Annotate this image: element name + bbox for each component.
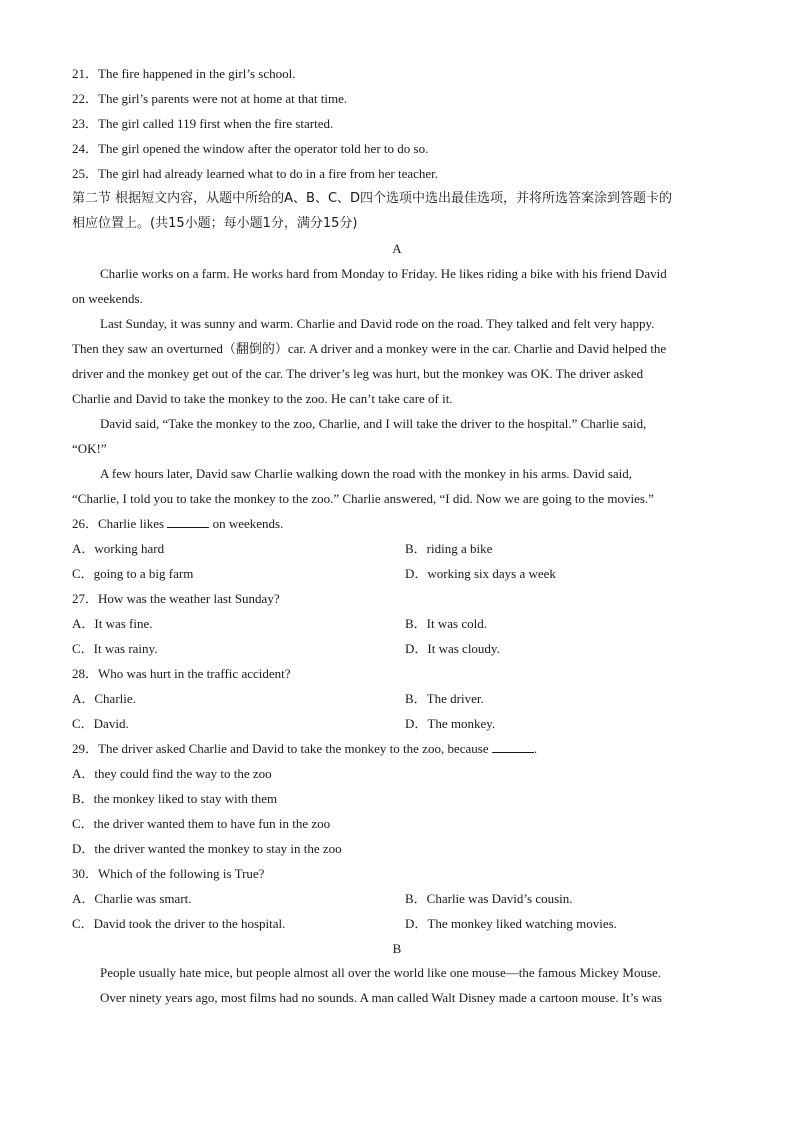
question-29-option-b: B．the monkey liked to stay with them	[72, 791, 278, 806]
passage-a-line: A few hours later, David saw Charlie walking down the road with the monkey in his arms. David said,	[100, 466, 633, 481]
passage-a-line: on weekends.	[72, 291, 143, 306]
question-28-option-c: C．David.	[72, 716, 129, 731]
question-26-stem-after: on weekends.	[209, 516, 284, 531]
passage-a-line: Then they saw an overturned（翻倒的）car. A driver and a monkey were in the car. Charlie and David helped the	[72, 341, 667, 356]
passage-b-line: Over ninety years ago, most films had no sounds. A man called Walt Disney made a cartoon mouse. It’s was	[100, 990, 662, 1005]
passage-a-line: driver and the monkey get out of the car. The driver’s leg was hurt, but the monkey was OK. The driver asked	[72, 366, 644, 381]
question-28-option-b: B．The driver.	[405, 691, 484, 706]
passage-a-line: “OK!”	[72, 441, 107, 456]
passage-a-line: Charlie works on a farm. He works hard from Monday to Friday. He likes riding a bike with his friend David	[100, 266, 667, 281]
question-27-option-b: B．It was cold.	[405, 616, 487, 631]
question-30-option-a: A．Charlie was smart.	[72, 891, 192, 906]
question-30-option-d: D．The monkey liked watching movies.	[405, 916, 617, 931]
question-29-stem	[72, 740, 537, 757]
question-27-option-c: C．It was rainy.	[72, 641, 158, 656]
passage-a-line: Last Sunday, it was sunny and warm. Charlie and David rode on the road. They talked and felt very happy.	[100, 316, 655, 331]
statement-22: 22．The girl’s parents were not at home at that time.	[72, 91, 348, 106]
section2-instruction-line2: 相应位置上。(共15小题；每小题1分，满分15分)	[72, 216, 358, 231]
question-26-option-c: C．going to a big farm	[72, 566, 194, 581]
passage-a-label: A	[392, 241, 402, 256]
question-26-option-a: A．working hard	[72, 541, 165, 556]
question-27-option-a: A．It was fine.	[72, 616, 153, 631]
section2-instruction-line1: 第二节 根据短文内容，从题中所给的A、B、C、D四个选项中选出最佳选项，并将所选答案涂到答题卡的	[72, 191, 673, 206]
question-30-option-b: B．Charlie was David’s cousin.	[405, 891, 573, 906]
question-29-stem-before: 29．The driver asked Charlie and David to take the monkey to the zoo, because	[72, 741, 492, 756]
question-30-stem: 30．Which of the following is True?	[72, 866, 265, 881]
question-30-option-c: C．David took the driver to the hospital.	[72, 916, 286, 931]
statement-21: 21．The fire happened in the girl’s school.	[72, 66, 296, 81]
question-27-option-d: D．It was cloudy.	[405, 641, 500, 656]
statement-24: 24．The girl opened the window after the operator told her to do so.	[72, 141, 429, 156]
question-26-stem-before: 26．Charlie likes	[72, 516, 168, 531]
answer-blank	[492, 741, 534, 753]
question-28-option-a: A．Charlie.	[72, 691, 136, 706]
question-29-stem-after: .	[533, 741, 538, 756]
passage-b-label: B	[392, 941, 402, 956]
question-29-option-c: C．the driver wanted them to have fun in the zoo	[72, 816, 331, 831]
passage-b-line: People usually hate mice, but people almost all over the world like one mouse—the famous Mickey Mouse.	[100, 965, 662, 980]
statement-25: 25．The girl had already learned what to do in a fire from her teacher.	[72, 166, 439, 181]
question-29-option-a: A．they could find the way to the zoo	[72, 766, 272, 781]
answer-blank	[167, 516, 209, 528]
passage-a-line: “Charlie, I told you to take the monkey to the zoo.” Charlie answered, “I did. Now we are going to the movies.”	[72, 491, 654, 506]
passage-a-line: David said, “Take the monkey to the zoo, Charlie, and I will take the driver to the hospital.” Charlie said,	[100, 416, 647, 431]
question-28-stem: 28．Who was hurt in the traffic accident?	[72, 666, 291, 681]
statement-23: 23．The girl called 119 first when the fire started.	[72, 116, 334, 131]
question-28-option-d: D．The monkey.	[405, 716, 496, 731]
question-27-stem: 27．How was the weather last Sunday?	[72, 591, 280, 606]
question-26-stem	[72, 515, 283, 532]
question-29-option-d: D．the driver wanted the monkey to stay in the zoo	[72, 841, 342, 856]
question-26-option-b: B．riding a bike	[405, 541, 493, 556]
passage-a-line: Charlie and David to take the monkey to the zoo. He can’t take care of it.	[72, 391, 453, 406]
question-26-option-d: D．working six days a week	[405, 566, 556, 581]
